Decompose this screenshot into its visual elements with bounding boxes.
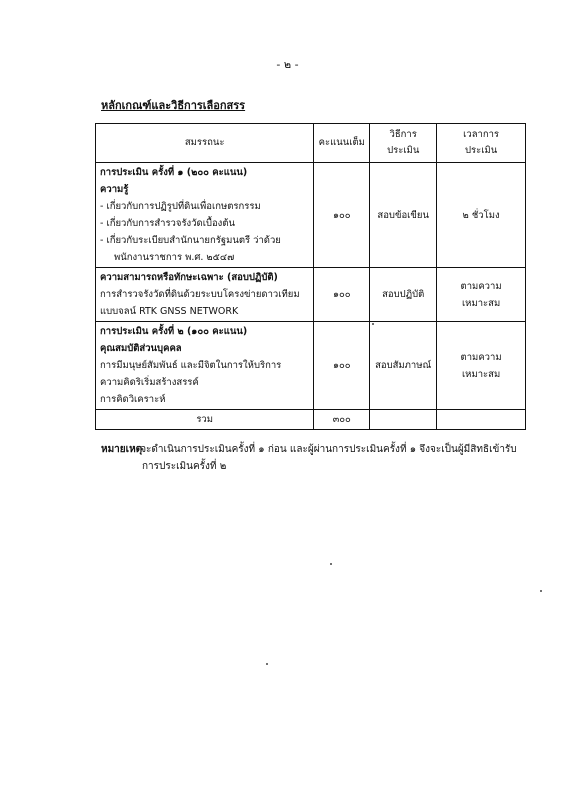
header-time-line2: ประเมิน [464, 145, 498, 156]
round1-method: สอบข้อเขียน [370, 163, 437, 268]
practical-time-line1: ตามความ [460, 280, 502, 292]
round2-subtitle: คุณสมบัติส่วนบุคคล [100, 343, 182, 354]
practical-competency-cell [96, 268, 314, 322]
table-row-round1 [96, 163, 526, 268]
round1-score: ๑๐๐ [314, 163, 370, 268]
header-competency: สมรรถนะ [96, 124, 314, 163]
scan-speck [330, 563, 332, 565]
round2-item: การมีมนุษย์สัมพันธ์ และมีจิตในการให้บริการ [100, 360, 282, 371]
header-time [437, 124, 526, 163]
round1-item: - เกี่ยวกับระเบียบสำนักนายกรัฐมนตรี ว่าด้วย [100, 235, 281, 246]
total-time-empty [437, 410, 526, 430]
practical-method: สอบปฏิบัติ [370, 268, 437, 322]
round1-item: - เกี่ยวกับการปฏิรูปที่ดินเพื่อเกษตรกรรม [100, 201, 261, 212]
table-row-total [96, 410, 526, 430]
section-heading: หลักเกณฑ์และวิธีการเลือกสรร [101, 99, 246, 112]
practical-time [437, 268, 526, 322]
table-row-round2 [96, 322, 526, 410]
round1-item: - เกี่ยวกับการสำรวจรังวัดเบื้องต้น [100, 218, 235, 229]
table-header-row [96, 124, 526, 163]
scan-speck [372, 323, 374, 325]
total-label: รวม [96, 410, 314, 430]
page-number: - ๒ - [276, 58, 299, 71]
round1-item: พนักงานราชการ พ.ศ. ๒๕๔๗ [114, 252, 235, 263]
total-score: ๓๐๐ [314, 410, 370, 430]
header-score: คะแนนเต็ม [314, 124, 370, 163]
footnote [101, 441, 521, 475]
footnote-line2: การประเมินครั้งที่ ๒ [142, 461, 227, 472]
round2-method: สอบสัมภาษณ์ [370, 322, 437, 410]
round2-time-line1: ตามความ [460, 351, 502, 363]
practical-item: การสำรวจรังวัดที่ดินด้วยระบบโครงข่ายดาวเทียม [100, 289, 300, 300]
scan-speck [266, 663, 268, 665]
round2-competency-cell [96, 322, 314, 410]
practical-title: ความสามารถหรือทักษะเฉพาะ (สอบปฏิบัติ) [100, 272, 278, 283]
footnote-line1 [101, 441, 521, 458]
table-row-practical [96, 268, 526, 322]
round1-title: การประเมิน ครั้งที่ ๑ (๒๐๐ คะแนน) [100, 167, 248, 178]
round2-item: การคิดวิเคราะห์ [100, 394, 166, 405]
scan-speck [540, 590, 542, 592]
criteria-table [95, 123, 526, 430]
round2-time-line2: เหมาะสม [461, 368, 501, 380]
header-method: วิธีการประเมิน [370, 124, 437, 163]
practical-time-line2: เหมาะสม [461, 297, 501, 309]
round1-time: ๒ ชั่วโมง [437, 163, 526, 268]
practical-score: ๑๐๐ [314, 268, 370, 322]
footnote-label: หมายเหตุ [101, 444, 143, 455]
round2-item: ความคิดริเริ่มสร้างสรรค์ [100, 377, 199, 388]
round2-score: ๑๐๐ [314, 322, 370, 410]
round2-title: การประเมิน ครั้งที่ ๒ (๑๐๐ คะแนน) [100, 326, 248, 337]
round2-time [437, 322, 526, 410]
total-method-empty [370, 410, 437, 430]
round1-subtitle: ความรู้ [100, 184, 129, 195]
footnote-text: จะดำเนินการประเมินครั้งที่ ๑ ก่อน และผู้ผ่านการประเมินครั้งที่ ๑ จึงจะเป็นผู้มีสิทธิเข้ารับ [140, 444, 517, 455]
practical-item: แบบจลน์ RTK GNSS NETWORK [100, 306, 239, 317]
header-time-line1: เวลาการ [463, 129, 500, 140]
round1-competency-cell [96, 163, 314, 268]
